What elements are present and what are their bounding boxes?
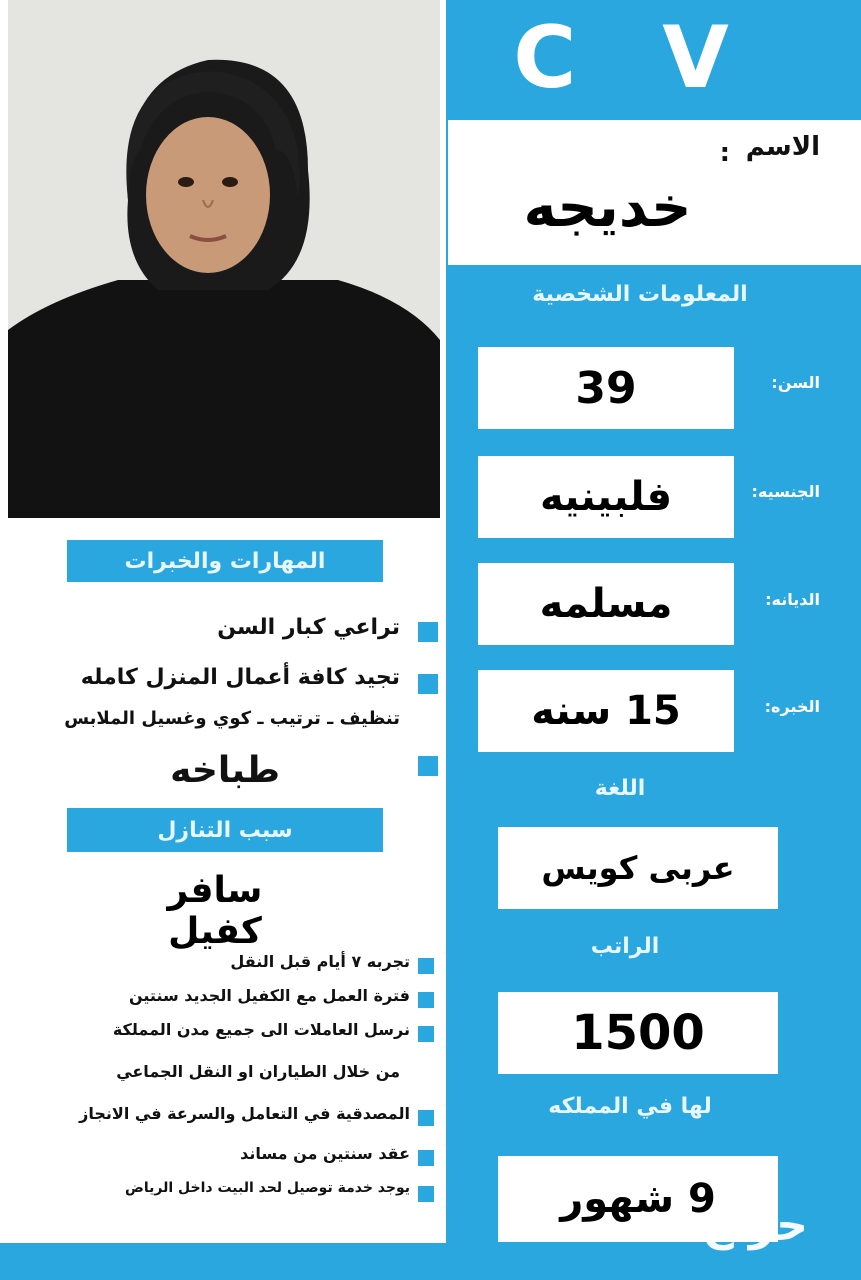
name-label: الاسم	[745, 132, 820, 162]
bullet-icon	[418, 992, 434, 1008]
note-item: المصدقية في التعامل والسرعة في الانجاز	[79, 1104, 410, 1123]
watermark-logo: حراج	[702, 1200, 808, 1251]
nationality-value: فلبينيه	[478, 456, 734, 538]
bullet-icon	[418, 622, 438, 642]
note-item: فترة العمل مع الكفيل الجديد سنتين	[129, 986, 410, 1005]
experience-label: الخبره:	[764, 697, 820, 716]
age-value: 39	[478, 347, 734, 429]
skill-item: تراعي كبار السن	[217, 615, 400, 640]
skill-item: طباخه	[170, 750, 280, 791]
language-heading: اللغة	[594, 776, 646, 801]
bullet-icon	[418, 674, 438, 694]
transfer-reason-value: سافر كفيل	[167, 870, 263, 952]
nationality-label: الجنسيه:	[751, 482, 820, 501]
bullet-icon	[418, 1110, 434, 1126]
note-item: يوجد خدمة توصيل لحد البيت داخل الرياض	[125, 1180, 410, 1196]
bullet-icon	[418, 1150, 434, 1166]
in-kingdom-heading: لها في المملكه	[548, 1094, 712, 1119]
skill-item: تنظيف ـ ترتيب ـ كوي وغسيل الملابس	[64, 708, 400, 729]
transfer-reason-heading: سبب التنازل	[67, 808, 383, 852]
salary-heading: الراتب	[590, 934, 660, 959]
note-item: من خلال الطياران او النقل الجماعي	[116, 1062, 400, 1081]
bullet-icon	[418, 958, 434, 974]
note-item: عقد سنتين من مساند	[240, 1144, 410, 1163]
cv-title: C V	[513, 8, 757, 108]
experience-value: 15 سنه	[478, 670, 734, 752]
bullet-icon	[418, 1186, 434, 1202]
religion-label: الديانه:	[765, 590, 820, 609]
name-colon: :	[719, 138, 730, 168]
profile-photo	[8, 0, 440, 518]
skills-heading: المهارات والخبرات	[67, 540, 383, 582]
bullet-icon	[418, 756, 438, 776]
salary-value: 1500	[498, 992, 778, 1074]
language-value: عربى كويس	[498, 827, 778, 909]
in-kingdom-value: 9 شهور	[498, 1156, 778, 1242]
age-label: السن:	[771, 373, 820, 392]
religion-value: مسلمه	[478, 563, 734, 645]
name-value: خديجه	[523, 175, 692, 240]
bullet-icon	[418, 1026, 434, 1042]
personal-info-heading: المعلومات الشخصية	[532, 282, 748, 307]
note-item: نرسل العاملات الى جميع مدن المملكة	[112, 1020, 410, 1039]
skill-item: تجيد كافة أعمال المنزل كامله	[80, 665, 400, 690]
note-item: تجربه ٧ أيام قبل النقل	[230, 952, 410, 971]
